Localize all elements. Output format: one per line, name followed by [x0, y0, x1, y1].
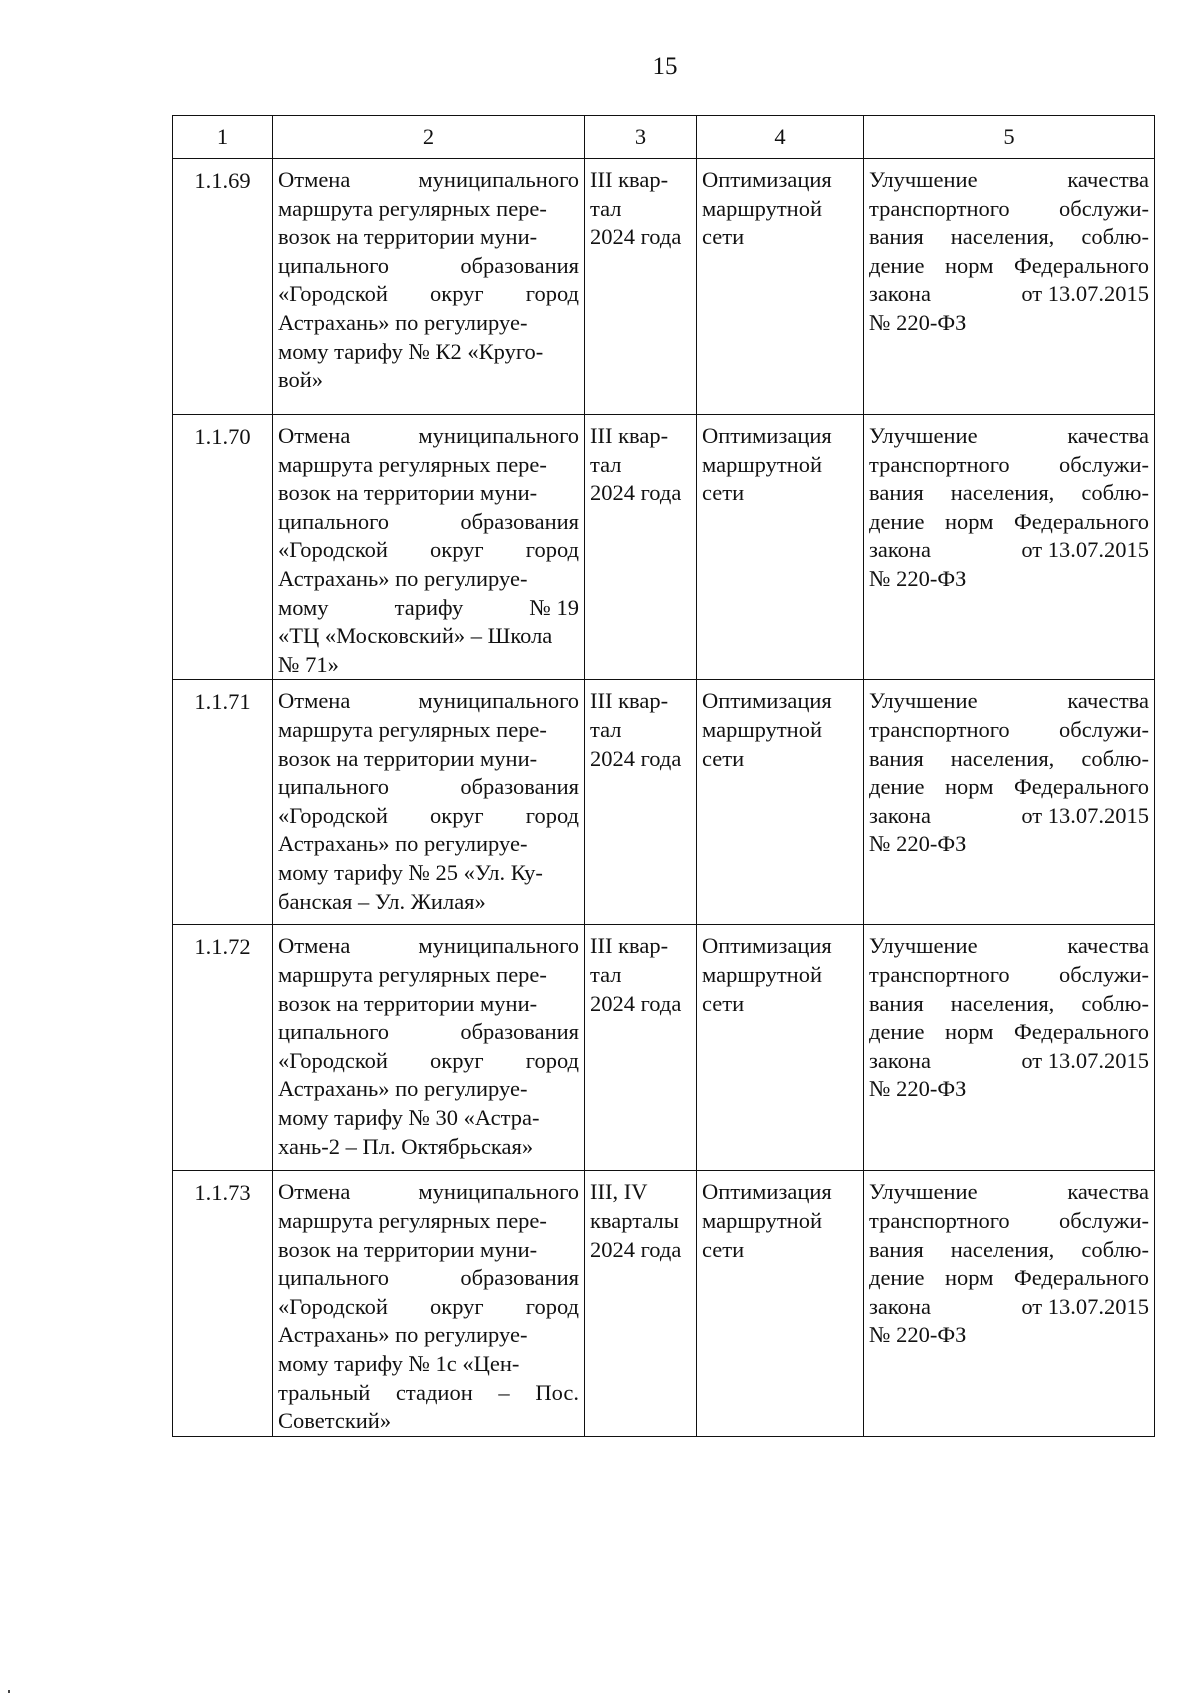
activity-term: III квар- тал 2024 года	[585, 680, 697, 925]
row-number: 1.1.70	[173, 415, 273, 680]
expected-result: Улучшение качества транспортного обслужи- вания населения, соблю- дение норм Федерального закона от 13.07.2015 № 220-ФЗ	[864, 415, 1155, 680]
activity-goal: Оптимизация маршрутной сети	[697, 925, 864, 1171]
row-number: 1.1.71	[173, 680, 273, 925]
table-row	[173, 159, 1155, 415]
scan-speck	[8, 1690, 10, 1693]
row-number: 1.1.69	[173, 159, 273, 415]
column-number-2: 2	[273, 116, 585, 159]
activity-goal: Оптимизация маршрутной сети	[697, 680, 864, 925]
column-number-3: 3	[585, 116, 697, 159]
row-number: 1.1.73	[173, 1171, 273, 1436]
activity-description: Отмена муниципального маршрута регулярных пере- возок на территории муни- ципального образования «Городской округ город Астрахань» по регулируе- мому тарифу № К2 «Круго- вой»	[273, 159, 585, 415]
activity-goal: Оптимизация маршрутной сети	[697, 1171, 864, 1436]
expected-result: Улучшение качества транспортного обслужи- вания населения, соблю- дение норм Федерального закона от 13.07.2015 № 220-ФЗ	[864, 159, 1155, 415]
activity-description: Отмена муниципального маршрута регулярных пере- возок на территории муни- ципального образования «Городской округ город Астрахань» по регулируе- мому тарифу № 25 «Ул. Ку- банская – Ул. Жилая»	[273, 680, 585, 925]
row-number: 1.1.72	[173, 925, 273, 1171]
activity-description: Отмена муниципального маршрута регулярных пере- возок на территории муни- ципального образования «Городской округ город Астрахань» по регулируе- мому тарифу № 30 «Астра- хань-2 – Пл. Октябрьская»	[273, 925, 585, 1171]
column-number-5: 5	[864, 116, 1155, 159]
activity-goal: Оптимизация маршрутной сети	[697, 415, 864, 680]
table-body	[173, 159, 1155, 1437]
table-row	[173, 925, 1155, 1171]
table-header-row	[173, 116, 1155, 159]
expected-result: Улучшение качества транспортного обслужи- вания населения, соблю- дение норм Федерального закона от 13.07.2015 № 220-ФЗ	[864, 680, 1155, 925]
activity-term: III квар- тал 2024 года	[585, 159, 697, 415]
page-number: 15	[652, 53, 678, 80]
activity-description: Отмена муниципального маршрута регулярных пере- возок на территории муни- ципального образования «Городской округ город Астрахань» по регулируе- мому тарифу № 1с «Цен- тральный стадион – Пос. Советский»	[273, 1171, 585, 1436]
activity-term: III, IV кварталы 2024 года	[585, 1171, 697, 1436]
expected-result: Улучшение качества транспортного обслужи- вания населения, соблю- дение норм Федерального закона от 13.07.2015 № 220-ФЗ	[864, 1171, 1155, 1436]
table-row	[173, 1171, 1155, 1436]
activities-table	[172, 115, 1155, 1437]
activity-goal: Оптимизация маршрутной сети	[697, 159, 864, 415]
column-number-4: 4	[697, 116, 864, 159]
activity-description: Отмена муниципального маршрута регулярных пере- возок на территории муни- ципального образования «Городской округ город Астрахань» по регулируе- мому тарифу № 19 «ТЦ «Московский» – Школа № 71»	[273, 415, 585, 680]
column-number-1: 1	[173, 116, 273, 159]
table-row	[173, 415, 1155, 680]
activity-term: III квар- тал 2024 года	[585, 415, 697, 680]
activity-term: III квар- тал 2024 года	[585, 925, 697, 1171]
expected-result: Улучшение качества транспортного обслужи- вания населения, соблю- дение норм Федерального закона от 13.07.2015 № 220-ФЗ	[864, 925, 1155, 1171]
table-row	[173, 680, 1155, 925]
